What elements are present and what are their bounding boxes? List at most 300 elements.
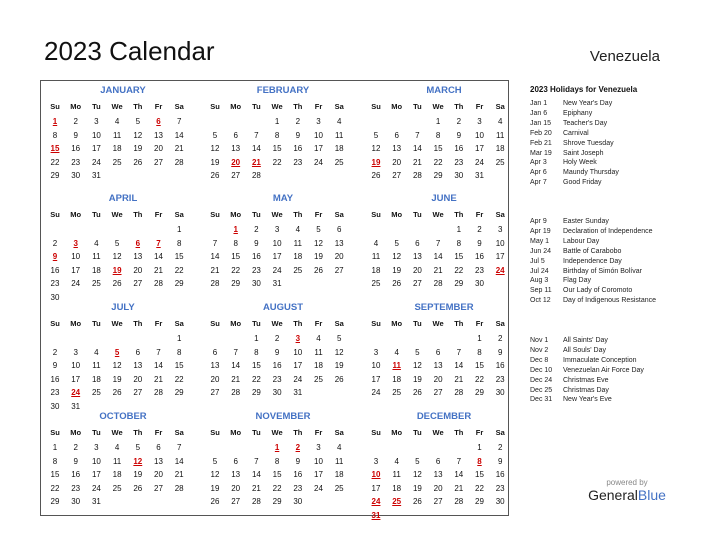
day-cell: 13 [392,144,402,153]
month-name: AUGUST [262,302,304,313]
day-cell: 13 [412,252,422,261]
weekday-header: Tu [252,210,261,219]
holiday-day: 24 [71,388,81,397]
weekday-header: Th [454,102,464,111]
weekday-header: Su [50,428,60,437]
holiday-name: Labour Day [563,237,600,245]
day-cell: 9 [73,456,78,466]
holiday-day: 3 [295,334,301,343]
day-cell: 8 [435,130,441,140]
day-cell: 29 [50,171,60,180]
day-cell: 4 [114,443,120,452]
holiday-name: Christmas Eve [563,376,609,384]
holiday-row [530,387,609,394]
day-cell: 12 [412,361,422,370]
holiday-date: Apr 19 [530,227,551,235]
weekday-header: Sa [495,428,505,437]
day-cell: 26 [412,497,422,506]
day-cell: 5 [135,117,141,126]
weekday-header: Th [454,428,464,437]
day-cell: 19 [112,374,122,384]
weekday-header: We [432,102,444,111]
day-cell: 17 [314,470,323,479]
holiday-day: 20 [231,157,241,167]
day-cell: 6 [156,443,161,452]
weekday-header: Th [133,210,143,219]
holiday-date: Mar 19 [530,149,552,157]
holiday-name: Maundy Thursday [563,169,619,177]
day-cell: 30 [293,497,303,506]
day-cell: 16 [454,144,464,153]
day-cell: 7 [176,443,182,452]
weekday-header: Tu [92,210,101,219]
weekday-header: Sa [495,319,505,328]
day-cell: 10 [91,130,101,140]
weekday-header: Tu [92,102,101,111]
day-cell: 4 [394,347,399,357]
day-cell: 14 [412,144,422,153]
holiday-row [530,100,612,107]
day-cell: 25 [495,157,505,167]
weekday-header: We [271,428,283,437]
day-cell: 21 [251,483,261,493]
month-name: SEPTEMBER [414,302,474,313]
day-cell: 30 [71,497,81,506]
holiday-row [530,150,603,157]
day-cell: 25 [334,483,344,493]
month-name: JANUARY [100,85,146,96]
day-cell: 13 [334,238,344,248]
day-cell: 6 [212,347,218,357]
weekday-header: Sa [174,319,184,328]
day-cell: 19 [392,265,402,275]
weekday-header: Mo [70,319,82,328]
holiday-date: Nov 2 [530,346,549,354]
day-cell: 3 [373,347,379,357]
day-cell: 14 [154,361,163,370]
day-cell: 22 [272,157,282,167]
day-cell: 4 [394,456,399,466]
day-cell: 8 [176,347,182,357]
weekday-header: Fr [154,102,163,111]
day-cell: 11 [92,361,101,370]
holiday-day: 21 [251,157,261,167]
day-cell: 28 [454,497,464,506]
day-cell: 17 [91,470,101,479]
weekday-header: Fr [475,102,484,111]
day-cell: 14 [210,252,220,261]
day-cell: 8 [274,456,280,466]
day-cell: 14 [154,252,163,261]
day-cell: 18 [371,265,381,275]
day-cell: 15 [174,361,184,370]
weekday-header: Tu [413,102,422,111]
weekday-header: We [432,319,444,328]
day-cell: 14 [251,470,261,479]
holiday-day: 6 [156,117,161,126]
holiday-day: 19 [371,157,381,167]
weekday-header: Su [371,102,381,111]
day-cell: 25 [112,483,122,493]
day-cell: 30 [50,292,60,302]
day-cell: 18 [91,374,101,384]
day-cell: 19 [334,361,344,370]
day-cell: 20 [133,265,143,275]
weekday-header: Fr [314,319,323,328]
day-cell: 20 [334,252,344,261]
day-cell: 16 [495,361,505,370]
day-cell: 27 [154,157,163,167]
weekday-header: Mo [230,319,242,328]
day-cell: 25 [314,374,323,384]
day-cell: 18 [91,265,101,275]
holiday-row [530,238,599,245]
day-cell: 12 [392,252,402,261]
day-cell: 7 [415,130,420,140]
day-cell: 14 [251,144,261,153]
day-cell: 23 [251,265,261,275]
day-cell: 7 [212,238,218,248]
day-cell: 12 [210,144,220,153]
holiday-name: Our Lady of Coromoto [563,287,633,295]
day-cell: 21 [174,144,184,153]
day-cell: 8 [233,238,238,248]
day-cell: 17 [371,374,381,384]
day-cell: 22 [174,265,184,275]
day-cell: 3 [73,347,78,357]
day-cell: 24 [91,483,101,493]
day-cell: 28 [154,279,163,288]
day-cell: 20 [154,470,163,479]
day-cell: 1 [435,117,441,126]
day-cell: 28 [454,388,464,397]
weekday-header: Mo [391,428,403,437]
day-cell: 26 [210,171,220,180]
weekday-header: Sa [174,210,184,219]
day-cell: 2 [456,117,462,126]
day-cell: 30 [454,171,464,180]
holiday-day: 19 [112,265,122,275]
day-cell: 4 [497,117,503,126]
day-cell: 5 [212,130,218,140]
day-cell: 1 [477,334,482,343]
day-cell: 4 [336,117,342,126]
day-cell: 22 [251,374,261,384]
month-name: JUNE [431,193,457,204]
day-cell: 9 [254,238,259,248]
holiday-date: Oct 12 [530,297,551,305]
holiday-row [530,159,597,166]
weekday-header: Th [293,210,303,219]
weekday-header: Sa [495,102,505,111]
holiday-date: Jan 15 [530,119,552,127]
day-cell: 23 [495,483,505,493]
day-cell: 3 [316,443,321,452]
weekday-header: Fr [475,428,484,437]
day-cell: 12 [112,361,122,370]
day-cell: 17 [314,144,323,153]
day-cell: 29 [475,388,484,397]
day-cell: 16 [71,470,81,479]
day-cell: 30 [272,388,282,397]
brand-name [582,487,672,503]
holiday-name: All Saints' Day [563,337,608,344]
day-cell: 9 [73,130,78,140]
day-cell: 11 [335,130,344,140]
holiday-date: Apr 7 [530,179,547,187]
day-cell: 11 [112,456,122,466]
holiday-date: Jan 6 [530,109,548,117]
holiday-name: Battle of Carabobo [563,247,622,255]
holiday-date: Jul 24 [530,267,549,275]
day-cell: 18 [392,483,402,493]
brand-name-general: General [588,487,638,503]
day-cell: 21 [154,374,163,384]
holiday-row [530,218,609,225]
weekday-header: We [432,428,444,437]
weekday-header: Sa [334,210,344,219]
weekday-header: Fr [475,210,484,219]
day-cell: 24 [371,388,381,397]
day-cell: 24 [272,265,282,275]
day-cell: 15 [475,361,484,370]
day-cell: 8 [254,347,259,357]
holiday-day: 6 [135,238,141,248]
holiday-row [530,347,606,354]
weekday-header: Mo [70,210,82,219]
day-cell: 19 [133,144,143,153]
day-cell: 2 [52,238,58,248]
day-cell: 2 [477,225,482,234]
day-cell: 2 [73,117,78,126]
day-cell: 3 [274,225,280,234]
day-cell: 21 [454,483,464,493]
day-cell: 16 [272,361,282,370]
weekday-header: Fr [314,210,323,219]
holiday-date: Aug 3 [530,277,549,285]
day-cell: 20 [133,374,143,384]
day-cell: 15 [454,252,464,261]
day-cell: 13 [133,252,143,261]
day-cell: 30 [50,401,60,411]
day-cell: 9 [52,361,58,370]
brand-name-blue: Blue [637,487,666,503]
day-cell: 16 [475,252,484,261]
holiday-day: 1 [52,117,58,126]
weekday-header: Th [133,102,143,111]
weekday-header: Sa [495,210,505,219]
day-cell: 8 [477,347,482,357]
weekday-header: Mo [70,102,82,111]
weekday-header: Su [210,428,220,437]
weekday-header: Fr [154,319,163,328]
day-cell: 2 [254,225,259,234]
day-cell: 28 [433,279,443,288]
day-cell: 30 [475,279,484,288]
day-cell: 27 [334,265,344,275]
holiday-date: Dec 24 [530,376,553,384]
holiday-date: Jan 1 [530,100,548,107]
weekday-header: Sa [334,102,344,111]
day-cell: 5 [135,443,141,452]
day-cell: 28 [154,388,163,397]
weekday-header: We [271,210,283,219]
day-cell: 10 [71,252,81,261]
day-cell: 6 [435,456,441,466]
holiday-row [530,248,621,255]
weekday-header: Sa [174,102,184,111]
holiday-name: Independence Day [563,257,622,265]
holiday-day: 1 [233,225,238,234]
brand-logo[interactable] [582,478,672,503]
weekday-header: We [111,210,123,219]
holiday-row [530,130,589,137]
holiday-name: Christmas Day [563,386,609,394]
day-cell: 21 [154,265,163,275]
weekday-header: Tu [92,319,101,328]
day-cell: 23 [475,265,484,275]
weekday-header: Su [210,210,220,219]
day-cell: 7 [456,456,462,466]
day-cell: 15 [174,252,184,261]
day-cell: 10 [71,361,81,370]
weekday-header: Fr [154,428,163,437]
day-cell: 19 [210,157,220,167]
day-cell: 2 [52,347,58,357]
day-cell: 25 [334,157,344,167]
holiday-row [530,287,632,294]
day-cell: 5 [316,225,321,234]
day-cell: 16 [251,252,261,261]
day-cell: 5 [336,334,342,343]
day-cell: 14 [231,361,241,370]
weekday-header: Su [210,102,220,111]
day-cell: 20 [433,374,443,384]
holiday-date: Feb 21 [530,139,552,147]
day-cell: 13 [210,361,220,370]
day-cell: 21 [231,374,241,384]
day-cell: 13 [231,470,241,479]
day-cell: 15 [272,470,282,479]
day-cell: 27 [154,483,163,493]
day-cell: 14 [174,456,184,466]
day-cell: 28 [251,497,261,506]
day-cell: 16 [495,470,505,479]
day-cell: 13 [231,144,241,153]
day-cell: 6 [233,130,238,140]
day-cell: 29 [475,497,484,506]
day-cell: 10 [272,238,282,248]
day-cell: 7 [254,130,259,140]
day-cell: 28 [412,171,422,180]
day-cell: 27 [433,388,443,397]
day-cell: 4 [94,347,99,357]
holiday-date: May 1 [530,237,550,245]
day-cell: 24 [475,157,484,167]
holiday-row [530,120,607,127]
day-cell: 10 [371,361,381,370]
day-cell: 5 [114,238,120,248]
day-cell: 9 [497,456,503,466]
day-cell: 21 [210,265,220,275]
day-cell: 16 [50,265,60,275]
day-cell: 20 [154,144,163,153]
day-cell: 28 [210,279,220,288]
holiday-row [530,179,602,186]
day-cell: 29 [272,497,282,506]
holiday-day: 11 [392,361,401,370]
day-cell: 25 [392,388,402,397]
day-cell: 1 [274,117,280,126]
holiday-name: All Souls' Day [563,346,606,354]
day-cell: 7 [156,347,161,357]
day-cell: 9 [295,456,301,466]
holiday-day: 24 [371,497,381,506]
day-cell: 31 [475,171,484,180]
day-cell: 30 [495,388,505,397]
day-cell: 25 [112,157,122,167]
calendar-grid [40,80,509,520]
weekday-header: Su [371,319,381,328]
day-cell: 13 [433,361,443,370]
day-cell: 29 [174,279,184,288]
holiday-date: Dec 25 [530,386,553,394]
day-cell: 2 [497,443,503,452]
holiday-date: Dec 10 [530,366,553,374]
day-cell: 28 [174,157,184,167]
day-cell: 18 [293,252,303,261]
day-cell: 16 [293,144,303,153]
day-cell: 26 [412,388,422,397]
day-cell: 2 [274,334,280,343]
day-cell: 1 [477,443,482,452]
weekday-header: Su [50,319,60,328]
day-cell: 6 [233,456,238,466]
day-cell: 11 [496,130,505,140]
day-cell: 5 [394,238,399,248]
holiday-name: Birthday of Simón Bolívar [563,267,642,275]
holiday-day: 5 [114,347,120,357]
day-cell: 11 [293,238,302,248]
day-cell: 3 [373,456,379,466]
day-cell: 29 [433,171,443,180]
day-cell: 4 [114,117,120,126]
day-cell: 30 [495,497,505,506]
day-cell: 22 [50,483,60,493]
holiday-day: 7 [156,238,161,248]
weekday-header: Mo [70,428,82,437]
holiday-date: Apr 3 [530,159,547,167]
weekday-header: Fr [475,319,484,328]
holiday-date: Dec 8 [530,356,549,364]
month-name: JULY [111,302,135,313]
day-cell: 9 [274,347,280,357]
day-cell: 27 [231,497,241,506]
holiday-name: Flag Day [563,277,592,285]
day-cell: 8 [456,238,462,248]
day-cell: 31 [293,388,303,397]
day-cell: 27 [412,279,422,288]
day-cell: 15 [251,361,261,370]
month-name: MAY [272,193,294,204]
day-cell: 6 [135,347,141,357]
day-cell: 13 [433,470,443,479]
weekday-header: Su [371,210,381,219]
holiday-day: 8 [477,456,482,466]
day-cell: 28 [174,483,184,493]
day-cell: 12 [112,252,122,261]
day-cell: 16 [71,144,81,153]
